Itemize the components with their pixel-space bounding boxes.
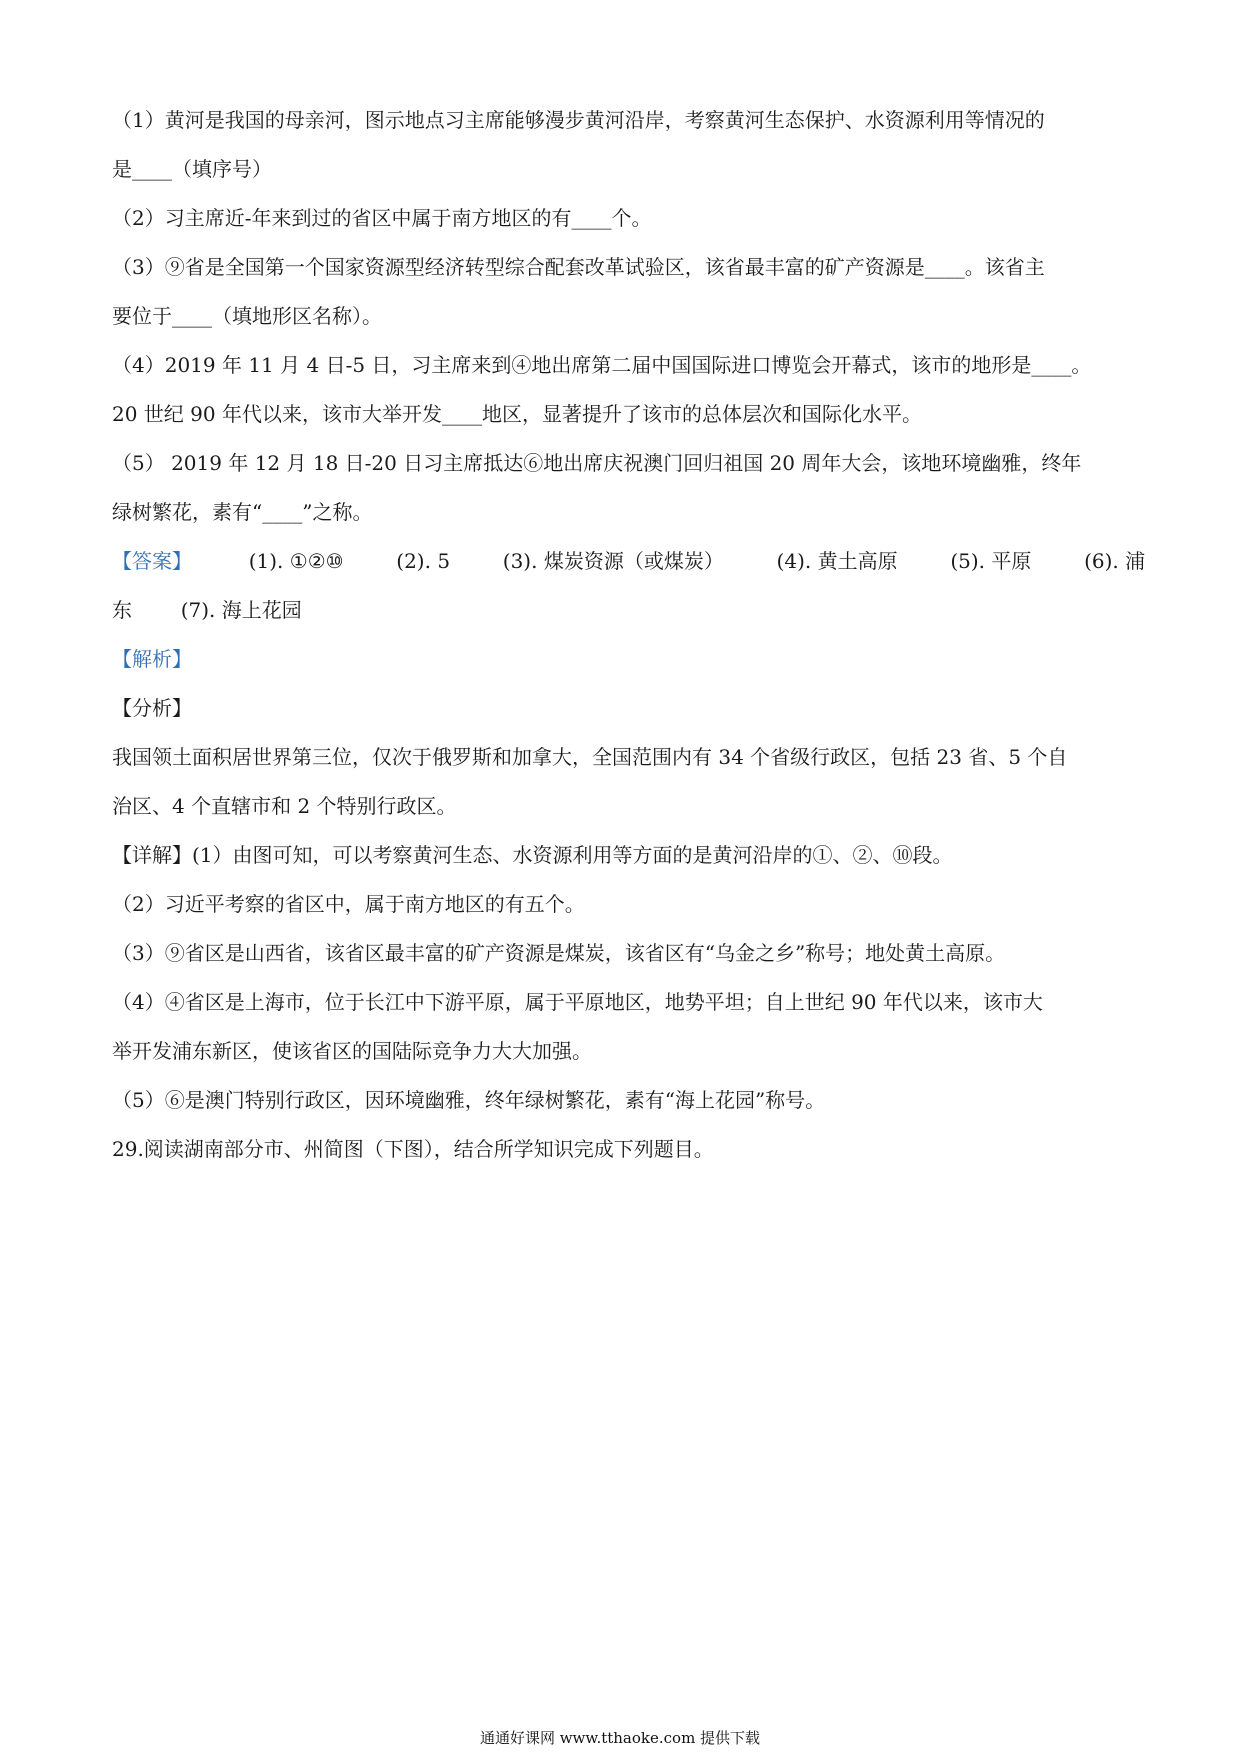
answer-item: (6). 浦 — [1084, 549, 1146, 573]
detail-line4: （4）④省区是上海市，位于长江中下游平原，属于平原地区，地势平坦；自上世纪 90 年代以来，该市大 — [112, 990, 1043, 1014]
fenxi-line2: 治区、4 个直辖市和 2 个特别行政区。 — [112, 794, 457, 818]
q4-line2: 20 世纪 90 年代以来，该市大举开发____地区，显著提升了该市的总体层次和国际化水平。 — [112, 402, 922, 426]
detail-line6: （5）⑥是澳门特别行政区，因环境幽雅，终年绿树繁花，素有“海上花园”称号。 — [112, 1088, 826, 1112]
answer-item: (5). 平原 — [950, 549, 1032, 573]
question-29: 29.阅读湖南部分市、州简图（下图），结合所学知识完成下列题目。 — [112, 1137, 714, 1161]
q3-line1: （3）⑨省是全国第一个国家资源型经济转型综合配套改革试验区，该省最丰富的矿产资源是____。该省主 — [112, 255, 1045, 279]
answer-line1 — [112, 537, 1146, 586]
document-body — [112, 96, 1146, 1174]
detail-line1: 【详解】(1）由图可知，可以考察黄河生态、水资源利用等方面的是黄河沿岸的①、②、⑩段。 — [112, 843, 953, 867]
q5-line2: 绿树繁花，素有“____”之称。 — [112, 500, 373, 524]
q2-line1: （2）习主席近-年来到过的省区中属于南方地区的有____个。 — [112, 206, 652, 230]
q4-line1: （4）2019 年 11 月 4 日-5 日，习主席来到④地出席第二届中国国际进口博览会开幕式，该市的地形是____。 — [112, 353, 1092, 377]
answer-line2-prefix: 东 — [112, 598, 132, 622]
detail-line5: 举开发浦东新区，使该省区的国陆际竞争力大大加强。 — [112, 1039, 592, 1063]
answer-item: (7). 海上花园 — [180, 598, 302, 622]
answer-item: (1). ①②⑩ — [248, 549, 344, 573]
answer-line2 — [112, 586, 1132, 635]
fenxi-line1: 我国领土面积居世界第三位，仅次于俄罗斯和加拿大，全国范围内有 34 个省级行政区，包括 23 省、5 个自 — [112, 745, 1068, 769]
q1-line2: 是____（填序号） — [112, 157, 272, 181]
q5-line1: （5） 2019 年 12 月 18 日-20 日习主席抵达⑥地出席庆祝澳门回归祖国 20 周年大会，该地环境幽雅，终年 — [112, 451, 1082, 475]
q3-line2: 要位于____（填地形区名称）。 — [112, 304, 382, 328]
analysis-label: 【解析】 — [112, 647, 192, 671]
q1-line1: （1）黄河是我国的母亲河，图示地点习主席能够漫步黄河沿岸，考察黄河生态保护、水资源利用等情况的 — [112, 108, 1045, 132]
answer-item: (3). 煤炭资源（或煤炭） — [502, 549, 724, 573]
detail-line2: （2）习近平考察的省区中，属于南方地区的有五个。 — [112, 892, 585, 916]
detail-line3: （3）⑨省区是山西省，该省区最丰富的矿产资源是煤炭，该省区有“乌金之乡”称号；地处黄土高原。 — [112, 941, 1006, 965]
answer-item: (2). 5 — [396, 549, 451, 573]
fenxi-label: 【分析】 — [112, 696, 192, 720]
answer-item: (4). 黄土高原 — [776, 549, 898, 573]
answer-label: 【答案】 — [112, 549, 192, 573]
page-footer: 通通好课网 www.tthaoke.com 提供下载 — [479, 1729, 761, 1747]
